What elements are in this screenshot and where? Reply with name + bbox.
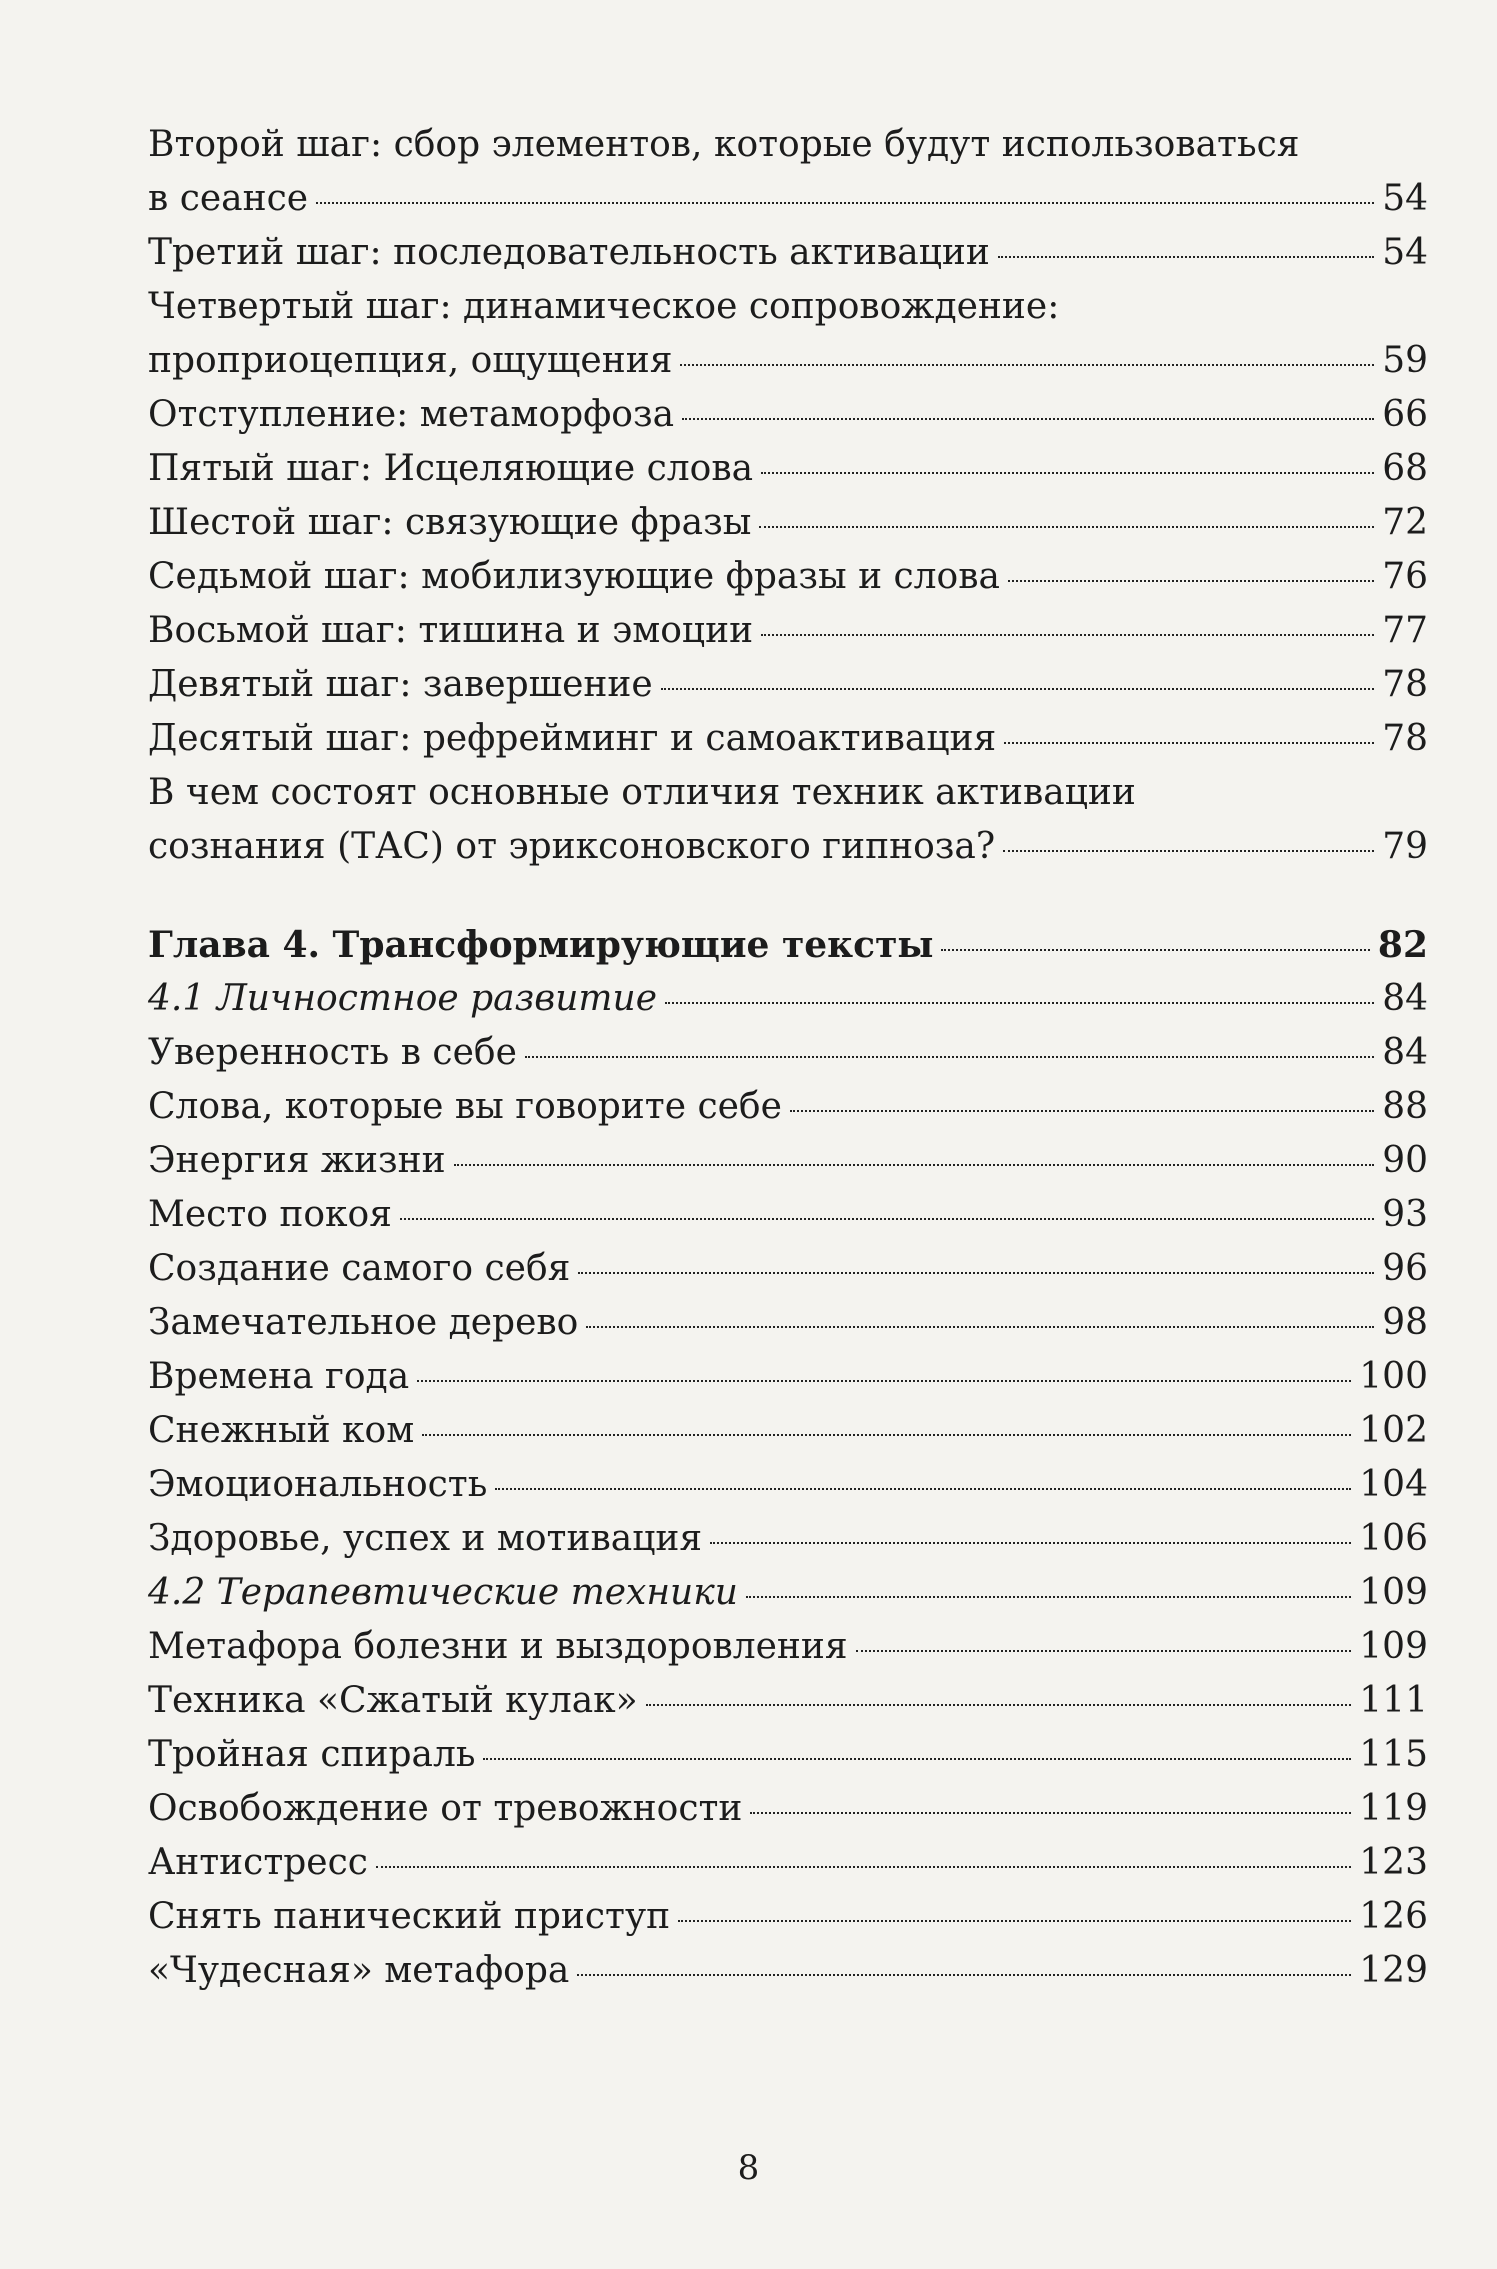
toc-entry-title-line: Четвертый шаг: динамическое сопровождение: — [148, 286, 1060, 327]
toc-entry-row — [148, 1026, 1428, 1080]
toc-entry-title: Освобождение от тревожности — [148, 1788, 743, 1829]
toc-entry-row — [148, 1296, 1428, 1350]
toc-entry-row — [148, 820, 1428, 874]
toc-entry-page: 123 — [1359, 1842, 1428, 1883]
toc-entry-title: Антистресс — [148, 1842, 368, 1883]
dot-leader — [483, 1758, 1351, 1760]
toc-entry-title: Снежный ком — [148, 1410, 415, 1451]
toc-entry-title: Эмоциональность — [148, 1464, 488, 1505]
toc-entry-title: сознания (ТАС) от эриксоновского гипноза? — [148, 826, 996, 867]
dot-leader — [665, 1002, 1374, 1004]
toc-entry-title: Третий шаг: последовательность активации — [148, 232, 990, 273]
dot-leader — [998, 256, 1374, 258]
toc-entry-title: Глава 4. Трансформирующие тексты — [148, 924, 934, 966]
toc-entry-row — [148, 1944, 1428, 1998]
dot-leader — [761, 634, 1374, 636]
toc-entry-page: 78 — [1382, 664, 1428, 705]
toc-entry-row — [148, 1404, 1428, 1458]
toc-entry-title: Метафора болезни и выздоровления — [148, 1626, 848, 1667]
toc-entry-page: 68 — [1382, 448, 1428, 489]
dot-leader — [680, 364, 1374, 366]
toc-section-entry — [148, 972, 1428, 1026]
toc-entry — [148, 1620, 1428, 1674]
dot-leader — [1003, 850, 1374, 852]
toc-entry-page: 59 — [1382, 340, 1428, 381]
toc-entry-title: Восьмой шаг: тишина и эмоции — [148, 610, 754, 651]
toc-entry-row — [148, 226, 1428, 280]
toc-entry-page: 88 — [1382, 1086, 1428, 1127]
toc-entry — [148, 1026, 1428, 1080]
toc-entry-title: проприоцепция, ощущения — [148, 340, 673, 381]
toc-entry-row — [148, 334, 1428, 388]
toc-entry-row — [148, 1458, 1428, 1512]
toc-entry — [148, 226, 1428, 280]
toc-entry-page: 93 — [1382, 1194, 1428, 1235]
toc-entry-row — [148, 1566, 1428, 1620]
toc-entry-page: 78 — [1382, 718, 1428, 759]
dot-leader — [578, 1272, 1374, 1274]
toc-entry-row — [148, 1080, 1428, 1134]
toc-entry-page: 111 — [1359, 1680, 1428, 1721]
toc-entry-title: Шестой шаг: связующие фразы — [148, 502, 752, 543]
toc-entry-row — [148, 1134, 1428, 1188]
toc-entry-title: Техника «Сжатый кулак» — [148, 1680, 638, 1721]
dot-leader — [746, 1596, 1351, 1598]
toc-entry-row — [148, 1512, 1428, 1566]
toc-entry-page: 76 — [1382, 556, 1428, 597]
toc-entry-page: 100 — [1359, 1356, 1428, 1397]
dot-leader — [750, 1812, 1351, 1814]
dot-leader — [761, 472, 1374, 474]
toc-entry — [148, 1404, 1428, 1458]
toc-entry-page: 72 — [1382, 502, 1428, 543]
toc-entry-page: 126 — [1359, 1896, 1428, 1937]
dot-leader — [856, 1650, 1352, 1652]
toc-entry-row — [148, 388, 1428, 442]
dot-leader — [1004, 742, 1374, 744]
toc-entry-row — [148, 442, 1428, 496]
toc-entry — [148, 1188, 1428, 1242]
toc-entry-title: Энергия жизни — [148, 1140, 446, 1181]
toc-entry-title: Место покоя — [148, 1194, 392, 1235]
dot-leader — [577, 1974, 1351, 1976]
dot-leader — [417, 1380, 1351, 1382]
toc-entry-row — [148, 604, 1428, 658]
toc-entry — [148, 1890, 1428, 1944]
toc-entry-title: Отступление: метаморфоза — [148, 394, 675, 435]
toc-entry-page: 109 — [1359, 1572, 1428, 1613]
dot-leader — [586, 1326, 1374, 1328]
toc-entry-row — [148, 1620, 1428, 1674]
toc-entry-page: 109 — [1359, 1626, 1428, 1667]
dot-leader — [376, 1866, 1351, 1868]
toc-entry-title: Слова, которые вы говорите себе — [148, 1086, 782, 1127]
toc-entry-row — [148, 1350, 1428, 1404]
toc-entry-title: «Чудесная» метафора — [148, 1950, 570, 1991]
toc-entry — [148, 1080, 1428, 1134]
dot-leader — [422, 1434, 1351, 1436]
toc-entry — [148, 280, 1428, 388]
toc-entry — [148, 1728, 1428, 1782]
toc-entry-row — [148, 918, 1428, 972]
toc-entry-page: 66 — [1382, 394, 1428, 435]
toc-entry — [148, 1674, 1428, 1728]
toc-entry — [148, 1836, 1428, 1890]
toc-entry — [148, 550, 1428, 604]
toc-entry-title: Времена года — [148, 1356, 410, 1397]
toc-entry-page: 104 — [1359, 1464, 1428, 1505]
toc-entry — [148, 1458, 1428, 1512]
dot-leader — [525, 1056, 1374, 1058]
toc-entry-page: 96 — [1382, 1248, 1428, 1289]
toc-entry-title-line: В чем состоят основные отличия техник активации — [148, 772, 1136, 813]
toc-entry-page: 90 — [1382, 1140, 1428, 1181]
toc-entry-row — [148, 1728, 1428, 1782]
toc-entry — [148, 658, 1428, 712]
dot-leader — [495, 1488, 1351, 1490]
toc-entry-title: Снять панический приступ — [148, 1896, 671, 1937]
toc-entry-row — [148, 1836, 1428, 1890]
dot-leader — [400, 1218, 1374, 1220]
toc-entry-page: 84 — [1382, 978, 1428, 1019]
toc-entry — [148, 442, 1428, 496]
toc-entry-title: Седьмой шаг: мобилизующие фразы и слова — [148, 556, 1000, 597]
toc-entry-row — [148, 1782, 1428, 1836]
toc-entry-row — [148, 496, 1428, 550]
toc-entry — [148, 1296, 1428, 1350]
toc-entry-title: 4.2 Терапевтические техники — [148, 1572, 738, 1613]
toc-entry-row — [148, 1188, 1428, 1242]
toc-entry-title: Создание самого себя — [148, 1248, 571, 1289]
toc-entry — [148, 1782, 1428, 1836]
toc-entry-row — [148, 550, 1428, 604]
dot-leader — [941, 949, 1369, 951]
toc-entry-page: 82 — [1377, 924, 1428, 966]
toc-entry-page: 54 — [1382, 232, 1428, 273]
toc-entry-title-line: Второй шаг: сбор элементов, которые будут использоваться — [148, 124, 1300, 165]
toc-entry — [148, 118, 1428, 226]
toc-entry-page: 54 — [1382, 178, 1428, 219]
dot-leader — [454, 1164, 1375, 1166]
dot-leader — [682, 418, 1374, 420]
toc-entry-page: 106 — [1359, 1518, 1428, 1559]
dot-leader — [710, 1542, 1351, 1544]
toc-entry-title: Тройная спираль — [148, 1734, 476, 1775]
toc-entry — [148, 1944, 1428, 1998]
toc-entry-page: 77 — [1382, 610, 1428, 651]
toc-entry — [148, 388, 1428, 442]
toc-entry-title: 4.1 Личностное развитие — [148, 978, 658, 1019]
dot-leader — [646, 1704, 1352, 1706]
dot-leader — [759, 526, 1374, 528]
toc-entry-row — [148, 712, 1428, 766]
toc-entry-page: 102 — [1359, 1410, 1428, 1451]
toc-entry-row — [148, 972, 1428, 1026]
toc-entry-row — [148, 1890, 1428, 1944]
toc-entry-row — [148, 1242, 1428, 1296]
toc-entry — [148, 1134, 1428, 1188]
toc-entry-title: в сеансе — [148, 178, 309, 219]
toc-entry — [148, 712, 1428, 766]
dot-leader — [1008, 580, 1374, 582]
toc-entry-title: Девятый шаг: завершение — [148, 664, 653, 705]
toc-entry-title: Здоровье, успех и мотивация — [148, 1518, 703, 1559]
toc-entry — [148, 1242, 1428, 1296]
dot-leader — [661, 688, 1374, 690]
toc-chapter-entry — [148, 918, 1428, 972]
toc-entry-row — [148, 1674, 1428, 1728]
toc-entry-page: 115 — [1359, 1734, 1428, 1775]
toc-entry — [148, 604, 1428, 658]
toc-entry-title: Пятый шаг: Исцеляющие слова — [148, 448, 754, 489]
toc-entry-page: 79 — [1382, 826, 1428, 867]
toc-entry — [148, 496, 1428, 550]
toc-section-entry — [148, 1566, 1428, 1620]
toc-entry-row — [148, 658, 1428, 712]
toc-entry — [148, 1512, 1428, 1566]
toc-entry-page: 119 — [1359, 1788, 1428, 1829]
table-of-contents — [148, 118, 1428, 1998]
dot-leader — [316, 202, 1374, 204]
toc-entry-title: Уверенность в себе — [148, 1032, 517, 1073]
toc-entry-page: 98 — [1382, 1302, 1428, 1343]
toc-entry-row — [148, 172, 1428, 226]
toc-entry-page: 129 — [1359, 1950, 1428, 1991]
toc-entry — [148, 766, 1428, 874]
toc-entry-title: Десятый шаг: рефрейминг и самоактивация — [148, 718, 997, 759]
page-number: 8 — [737, 2148, 760, 2188]
dot-leader — [790, 1110, 1374, 1112]
dot-leader — [678, 1920, 1351, 1922]
toc-entry-title: Замечательное дерево — [148, 1302, 579, 1343]
toc-entry-page: 84 — [1382, 1032, 1428, 1073]
toc-entry — [148, 1350, 1428, 1404]
